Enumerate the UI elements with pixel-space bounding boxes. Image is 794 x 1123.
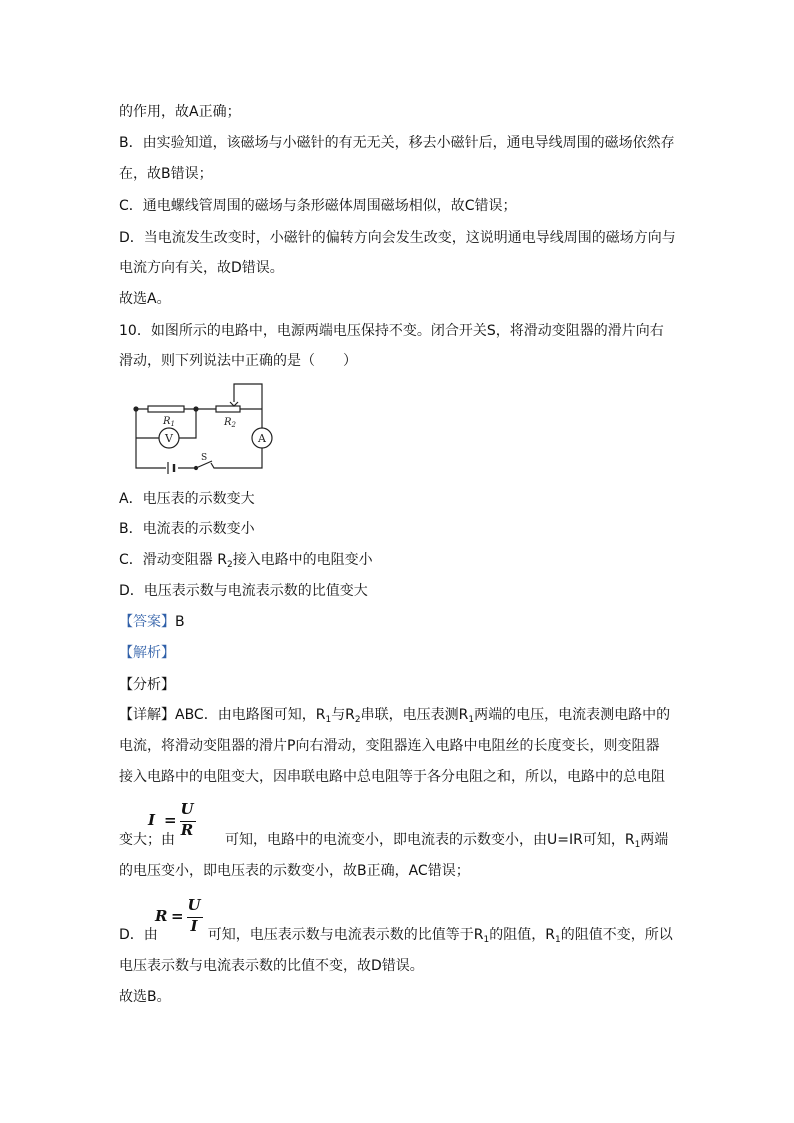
- rheostat-r2: [216, 406, 240, 412]
- answer-line: [119, 612, 185, 632]
- detail-line: 电流，将滑动变阻器的滑片P向右滑动，变阻器连入电路中电阻丝的长度变长，则变阻器: [119, 738, 660, 754]
- text-line: B．由实验知道，该磁场与小磁针的有无无关，移去小磁针后，通电导线周围的磁场依然存: [119, 135, 675, 151]
- text-line: 的作用，故A正确；: [119, 104, 241, 120]
- detail-line: 【详解】ABC．由电路图可知，$R_1$与$R_2$串联，电压表测$R_1$两端的电压，电流表测电路中的: [119, 707, 671, 725]
- detail-line: D．由 可知，电压表示数与电流表示数的比值等于$R_1$的阻值，$R_1$的阻值不变，所以: [119, 927, 673, 945]
- detail-line: 电压表示数与电流表示数的比值不变，故D错误。: [119, 958, 424, 974]
- detail-line: 故选B。: [119, 989, 171, 1005]
- analysis-heading: 【解析】: [119, 645, 175, 661]
- option-c: C．滑动变阻器 $R_2$接入电路中的电阻变小: [119, 552, 373, 570]
- circuit-diagram: [128, 380, 278, 475]
- text-line: D．当电流发生改变时，小磁针的偏转方向会发生改变，这说明通电导线周围的磁场方向与: [119, 230, 676, 246]
- voltmeter-label: V: [165, 432, 173, 445]
- r2-label: $R_2$: [224, 417, 236, 429]
- answer-label: 【答案】: [119, 614, 175, 630]
- resistor-r1: [148, 406, 184, 412]
- text-line: 故选A。: [119, 291, 171, 307]
- question-10-stem: 滑动，则下列说法中正确的是（ ）: [119, 353, 357, 369]
- text-line: 在，故B错误；: [119, 166, 213, 182]
- answer-value: B: [175, 614, 185, 630]
- text-line: C．通电螺线管周围的磁场与条形磁体周围磁场相似，故C错误；: [119, 198, 517, 214]
- switch-label: S: [201, 453, 208, 463]
- fenxi-heading: 【分析】: [119, 677, 175, 693]
- junction-dot: [134, 407, 138, 411]
- slider-arrow: [230, 402, 238, 406]
- option-a: A．电压表的示数变大: [119, 491, 255, 507]
- question-10-stem: 10．如图所示的电路中，电源两端电压保持不变。闭合开关S，将滑动变阻器的滑片向右: [119, 323, 664, 339]
- detail-heading: 【详解】: [119, 707, 175, 723]
- detail-line: 的电压变小，即电压表的示数变小，故B正确，AC错误；: [119, 863, 470, 879]
- text-line: 电流方向有关，故D错误。: [119, 260, 284, 276]
- option-b: B．电流表的示数变小: [119, 521, 255, 537]
- detail-line: 变大；由 可知，电路中的电流变小，即电流表的示数变小，由U=IR可知，$R_1$两端: [119, 832, 669, 850]
- wire: [211, 448, 262, 468]
- detail-line: 接入电路中的电阻变大，因串联电路中总电阻等于各分电阻之和，所以，电路中的总电阻: [119, 769, 665, 785]
- r1-label: $R_1$: [163, 416, 175, 428]
- option-d: D．电压表示数与电流表示数的比值变大: [119, 583, 368, 599]
- ammeter-label: A: [258, 432, 266, 445]
